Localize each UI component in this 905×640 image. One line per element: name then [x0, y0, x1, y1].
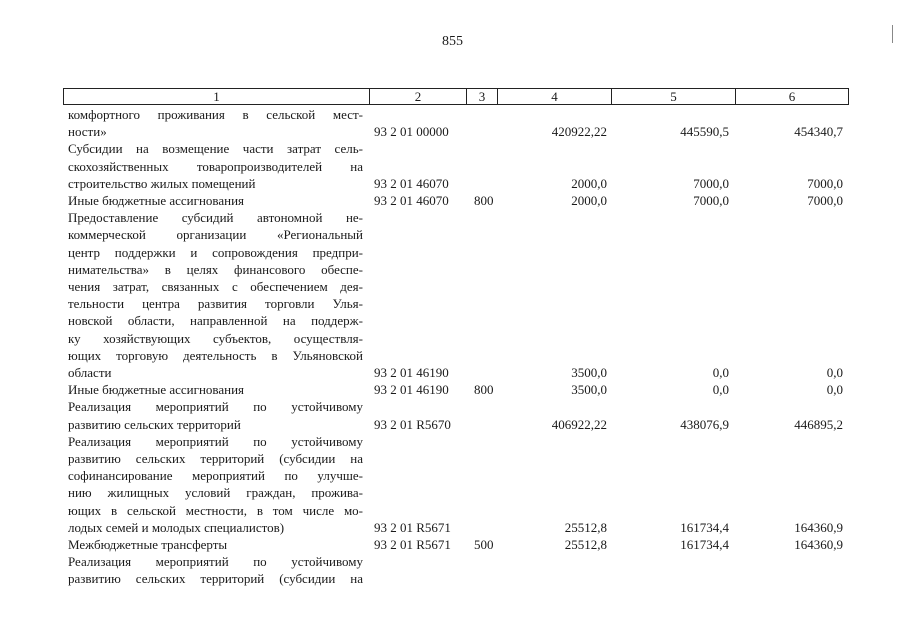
row-expense-type: 500: [474, 537, 494, 552]
row-value-2020: 7000,0: [693, 175, 729, 191]
row-value-2021: 164360,9: [794, 519, 843, 535]
table-row: [0, 262, 905, 278]
row-value-2019: 3500,0: [571, 382, 607, 398]
row-name: Иные бюджетные ассигнования: [68, 382, 245, 398]
table-row: [0, 176, 905, 192]
table-row: [0, 331, 905, 347]
table-row: [0, 485, 905, 501]
row-value-2020: 0,0: [712, 365, 729, 380]
row-name: Иные бюджетные ассигнования: [68, 193, 245, 208]
row-value-2020: 438076,9: [680, 416, 729, 432]
row-value-2021: 446895,2: [794, 416, 843, 432]
table-row: [0, 571, 905, 587]
table-row: [0, 227, 905, 243]
row-name: скохозяйственных товаропроизводителей на: [68, 158, 363, 174]
row-value-2019: 3500,0: [571, 365, 607, 380]
row-name: коммерческой организации «Региональный: [68, 227, 363, 243]
table-row: [0, 279, 905, 295]
table-row: [0, 107, 905, 123]
row-code: 93 2 01 46070: [374, 175, 449, 191]
row-value-2020: 161734,4: [680, 519, 729, 535]
header-col-6: 6: [788, 89, 796, 104]
table-row: [0, 141, 905, 157]
header-col-1: 1: [213, 89, 220, 104]
table-row: [0, 434, 905, 450]
table-row: [0, 520, 905, 536]
row-name: строительство жилых помещений: [68, 175, 256, 191]
header-col-2: 2: [414, 89, 422, 104]
row-code: 93 2 01 R5671: [374, 537, 451, 552]
table-row: [0, 159, 905, 175]
row-name: Субсидии на возмещение части затрат сель-: [68, 141, 363, 157]
row-value-2019: 420922,22: [551, 124, 607, 140]
row-name: чения затрат, связанных с обеспечением дея-: [68, 279, 363, 294]
page-number: 855: [442, 34, 463, 49]
row-expense-type: 800: [474, 382, 494, 398]
row-name: развитию сельских территорий (субсидии на: [68, 451, 363, 466]
row-name: развитию сельских территорий: [68, 416, 241, 432]
row-value-2019: 406922,22: [551, 416, 607, 432]
table-row: [0, 245, 905, 261]
table-row: [0, 365, 905, 381]
row-name: ности»: [68, 124, 107, 140]
row-name: софинансирование мероприятий по улучше-: [68, 468, 363, 484]
table-row: [0, 313, 905, 329]
row-value-2020: 161734,4: [680, 537, 729, 552]
row-value-2020: 7000,0: [693, 193, 729, 208]
row-name: ющих в сельской местности, в том числе мо-: [68, 502, 363, 518]
row-value-2019: 2000,0: [571, 193, 607, 208]
row-value-2019: 25512,8: [564, 537, 607, 552]
row-value-2021: 0,0: [826, 382, 843, 398]
row-name: нию жилищных условий граждан, прожива-: [68, 485, 363, 501]
row-code: 93 2 01 00000: [374, 124, 449, 140]
table-header: [63, 88, 849, 105]
row-value-2019: 2000,0: [571, 175, 607, 191]
row-code: 93 2 01 46190: [374, 382, 449, 398]
header-col-4: 4: [551, 89, 558, 104]
table-row: [0, 193, 905, 209]
table-row: [0, 417, 905, 433]
row-expense-type: 800: [474, 193, 494, 208]
row-name: Реализация мероприятий по устойчивому: [68, 399, 363, 415]
row-name: центр поддержки и сопровождения предпри-: [68, 244, 363, 260]
table-row: [0, 210, 905, 226]
row-name: Предоставление субсидий автономной не-: [68, 210, 363, 226]
row-name: ющих торговую деятельность в Ульяновской: [68, 347, 363, 363]
row-value-2021: 7000,0: [807, 175, 843, 191]
row-name: комфортного проживания в сельской мест-: [68, 107, 363, 122]
table-row: [0, 451, 905, 467]
row-value-2019: 25512,8: [564, 519, 607, 535]
table-row: [0, 296, 905, 312]
row-code: 93 2 01 46070: [374, 193, 449, 208]
table-row: [0, 348, 905, 364]
row-value-2021: 454340,7: [794, 124, 843, 140]
row-name: Межбюджетные трансферты: [68, 537, 228, 552]
row-name: Реализация мероприятий по устойчивому: [68, 433, 363, 449]
header-col-5: 5: [670, 89, 677, 104]
row-value-2021: 0,0: [826, 365, 843, 380]
row-code: 93 2 01 R5670: [374, 416, 451, 432]
table-row: [0, 382, 905, 398]
row-code: 93 2 01 46190: [374, 365, 449, 380]
table-row: [0, 399, 905, 415]
row-code: 93 2 01 R5671: [374, 519, 451, 535]
row-name: тельности центра развития торговли Улья-: [68, 296, 363, 312]
row-name: новской области, направленной на поддерж-: [68, 313, 363, 329]
row-name: Реализация мероприятий по устойчивому: [68, 554, 363, 570]
row-name: области: [68, 365, 112, 380]
row-name: развитию сельских территорий (субсидии на: [68, 571, 363, 587]
table-row: [0, 468, 905, 484]
table-row: [0, 537, 905, 553]
table-row: [0, 503, 905, 519]
row-value-2020: 445590,5: [680, 124, 729, 140]
header-col-3: 3: [478, 89, 486, 104]
row-name: лодых семей и молодых специалистов): [68, 519, 285, 535]
row-value-2021: 164360,9: [794, 537, 843, 552]
row-name: ку хозяйствующих субъектов, осуществля-: [68, 330, 363, 346]
row-name: нимательства» в целях финансового обеспе-: [68, 261, 363, 277]
row-value-2021: 7000,0: [807, 193, 843, 208]
table-row: [0, 124, 905, 140]
table-row: [0, 554, 905, 570]
row-value-2020: 0,0: [712, 382, 729, 398]
